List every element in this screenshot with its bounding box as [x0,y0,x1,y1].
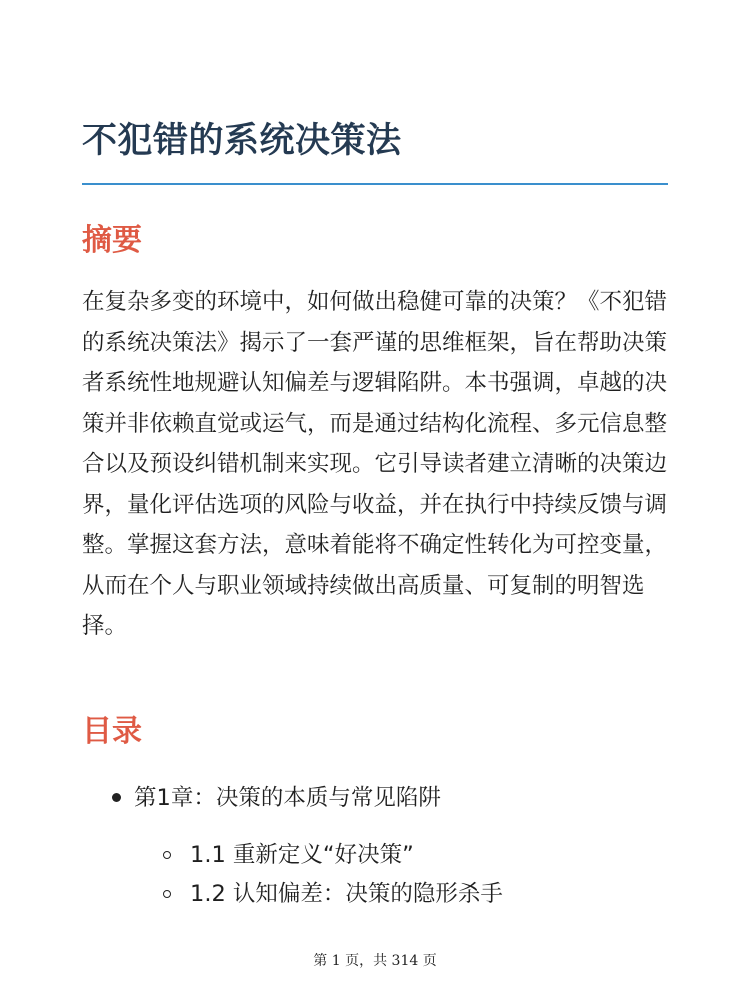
toc-section-label: 1.2 认知偏差：决策的隐形杀手 [190,881,503,907]
toc-chapter-label: 第1章：决策的本质与常见陷阱 [134,785,441,811]
page-footer: 第 1 页，共 314 页 [313,953,437,969]
title-divider [82,183,668,185]
abstract-text: 在复杂多变的环境中，如何做出稳健可靠的决策？《不犯错的系统决策法》揭示了一套严谨的思维框架，旨在帮助决策者系统性地规避认知偏差与逻辑陷阱。本书强调，卓越的决策并非依赖直觉或运气，而是通过结构化流程、多元信息整合以及预设纠错机制来实现。它引导读者建立清晰的决策边界，量化评估选项的风险与收益，并在执行中持续反馈与调整。掌握这套方法，意味着能将不确定性转化为可控变量，从而在个人与职业领域持续做出高质量、可复制的明智选择。 [82,289,668,639]
toc-section-1-1 [134,836,668,875]
document-title: 不犯错的系统决策法 [82,121,402,161]
abstract-heading: 摘要 [82,223,142,258]
table-of-contents [82,778,668,914]
bullet-circle-icon [163,890,171,898]
bullet-disc-icon [112,793,121,802]
toc-chapter-1 [82,778,668,914]
toc-chapter-1-sections [134,836,668,914]
toc-heading: 目录 [82,714,142,749]
bullet-circle-icon [163,851,171,859]
toc-section-1-2 [134,875,668,914]
toc-section-label: 1.1 重新定义“好决策” [190,842,414,868]
